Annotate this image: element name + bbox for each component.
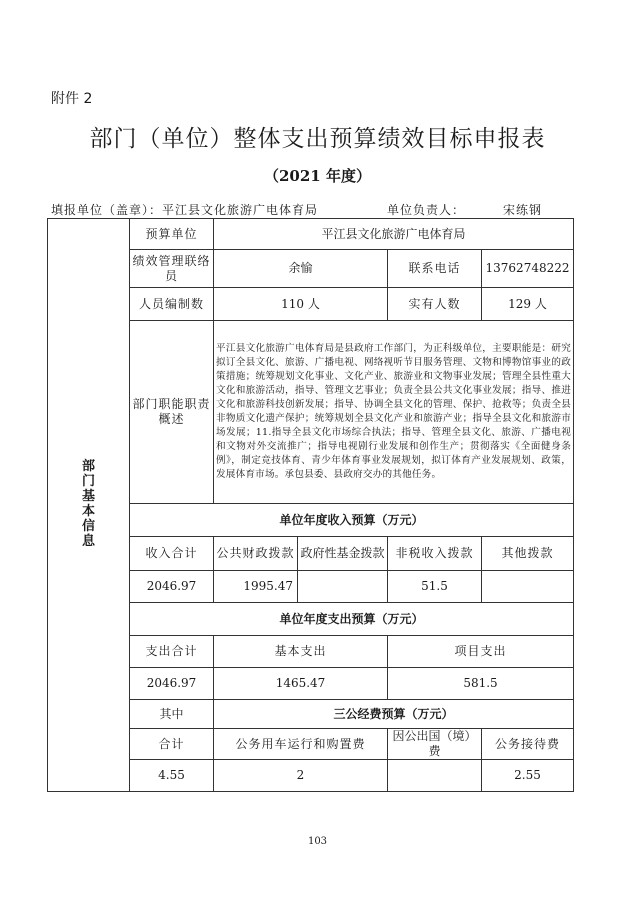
income-header-public: 公共财政拨款 <box>214 537 298 571</box>
actual-staff-label: 实有人数 <box>388 288 482 321</box>
three-public-header-abroad: 因公出国（境）费 <box>388 729 482 760</box>
income-section-title: 单位年度收入预算（万元） <box>130 504 574 537</box>
income-value-public: 1995.47 <box>214 571 298 603</box>
expense-header-basic: 基本支出 <box>214 636 388 668</box>
three-public-header-total: 合计 <box>130 729 214 760</box>
expense-value-total: 2046.97 <box>130 668 214 700</box>
principal-label: 单位负责人： <box>387 203 466 217</box>
three-public-value-reception: 2.55 <box>482 760 574 792</box>
phone-value: 13762748222 <box>482 250 574 288</box>
among-label: 其中 <box>130 700 214 729</box>
three-public-section-title: 三公经费预算（万元） <box>214 700 574 729</box>
page-number: 103 <box>307 836 328 847</box>
budget-unit-value: 平江县文化旅游广电体育局 <box>214 219 574 250</box>
income-header-fund: 政府性基金拨款 <box>298 537 388 571</box>
duty-description: 平江县文化旅游广电体育局是县政府工作部门，为正科级单位，主要职能是：研究拟订全县文化、旅游、广播电视、网络视听节目服务管理、文物和博物馆事业的政策措施；统筹规划文化事业、文化产业、旅游业和文物事业发展；管理全县性重大文化和旅游活动，指导、管理文艺事业；负责全县公共文化事业发展；指导、推进文化和旅游科技创新发展；指导、协调全县文化的管理、保护、抢救等；负责全县非物质文化遗产保护；统筹规划全县文化产业和旅游产业；指导全县文化和旅游市场发展；11.指导全县文化市场综合执法；指导、管理全县文化、旅游、广播电视和文物对外交流推广；指导电视剧行业发展和创作生产；贯彻落实《全面健身条例》，制定竞技体育、青少年体育事业发展规划，拟订体育产业发展规划、政策，发展体育市场。承包县委、县政府交办的其他任务。 <box>214 321 574 504</box>
income-value-other <box>482 571 574 603</box>
income-value-fund <box>298 571 388 603</box>
three-public-value-abroad <box>388 760 482 792</box>
contact-value: 余愉 <box>214 250 388 288</box>
income-value-nontax: 51.5 <box>388 571 482 603</box>
page-title: 部门（单位）整体支出预算绩效目标申报表 <box>89 126 546 152</box>
principal-name: 宋练钢 <box>503 203 543 217</box>
staff-label: 人员编制数 <box>130 288 214 321</box>
three-public-header-vehicle: 公务用车运行和购置费 <box>214 729 388 760</box>
three-public-value-vehicle: 2 <box>214 760 388 792</box>
staff-value: 110 人 <box>214 288 388 321</box>
budget-table <box>47 218 574 792</box>
income-header-nontax: 非税收入拨款 <box>388 537 482 571</box>
income-header-total: 收入合计 <box>130 537 214 571</box>
year-label: （2021 年度） <box>264 167 371 185</box>
three-public-header-reception: 公务接待费 <box>482 729 574 760</box>
expense-section-title: 单位年度支出预算（万元） <box>130 603 574 636</box>
duty-label: 部门职能职责概述 <box>130 321 214 504</box>
phone-label: 联系电话 <box>388 250 482 288</box>
expense-header-project: 项目支出 <box>388 636 574 668</box>
attachment-label: 附件 2 <box>51 91 93 107</box>
side-label: 部门基本信息 <box>81 459 95 550</box>
contact-label: 绩效管理联络员 <box>130 250 214 288</box>
expense-value-project: 581.5 <box>388 668 574 700</box>
income-value-total: 2046.97 <box>130 571 214 603</box>
three-public-value-total: 4.55 <box>130 760 214 792</box>
fill-unit-label: 填报单位（盖章）：平江县文化旅游广电体育局 <box>51 203 319 217</box>
budget-unit-label: 预算单位 <box>130 219 214 250</box>
income-header-other: 其他拨款 <box>482 537 574 571</box>
expense-header-total: 支出合计 <box>130 636 214 668</box>
expense-value-basic: 1465.47 <box>214 668 388 700</box>
actual-staff-value: 129 人 <box>482 288 574 321</box>
side-label-cell <box>48 219 130 792</box>
